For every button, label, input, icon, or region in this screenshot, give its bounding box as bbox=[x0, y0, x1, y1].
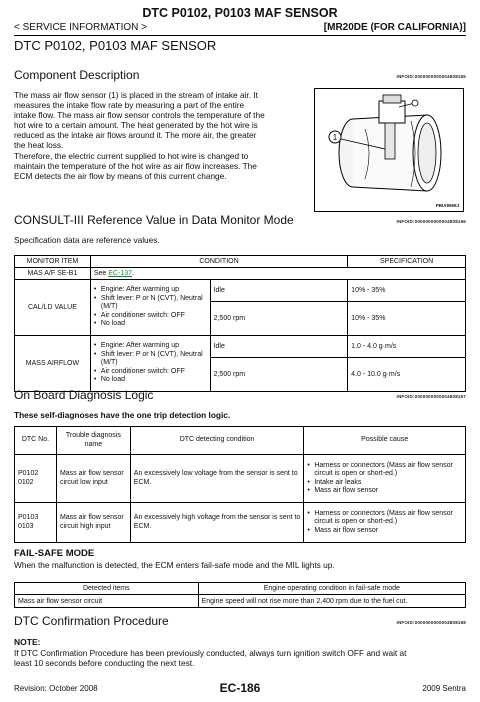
spec-value: 10% - 35% bbox=[348, 280, 466, 302]
consult-table bbox=[14, 255, 466, 392]
engine-label: [MR20DE (FOR CALIFORNIA)] bbox=[323, 22, 466, 33]
condition-rpm: 2,500 rpm bbox=[210, 302, 348, 336]
see-reference bbox=[90, 268, 465, 280]
see-text: See bbox=[93, 270, 109, 277]
column-header: CONDITION bbox=[90, 256, 347, 268]
figure-callout-number: 1 bbox=[332, 133, 338, 142]
consult-note: Specification data are reference values. bbox=[14, 235, 160, 245]
condition-item: • Engine: After warming up bbox=[94, 342, 207, 350]
text-line: Therefore, the electric current supplied to hot wire is changed to bbox=[14, 150, 249, 161]
condition-item: • Shift lever: P or N (CVT), Neutral (M/T) bbox=[94, 351, 207, 368]
main-title: DTC P0102, P0103 MAF SENSOR bbox=[14, 38, 217, 53]
text-line: measures the intake flow rate by measuring a part of the entire bbox=[14, 100, 245, 111]
diagnosis-name: Mass air flow sensor circuit low input bbox=[56, 455, 130, 503]
cause-item: • Mass air flow sensor bbox=[307, 527, 462, 535]
dtc-number bbox=[15, 503, 57, 543]
column-header: Possible cause bbox=[304, 427, 466, 455]
column-header: MONITOR ITEM bbox=[15, 256, 91, 268]
possible-cause bbox=[304, 455, 466, 503]
component-description bbox=[14, 90, 304, 181]
detected-item: Mass air flow sensor circuit bbox=[15, 595, 199, 608]
page-number: EC-186 bbox=[219, 681, 261, 695]
cause-item: • Harness or connectors (Mass air flow sensor circuit is open or short-ed.) bbox=[307, 462, 462, 479]
operating-condition: Engine speed will not rise more than 2,400 rpm due to the fuel cut. bbox=[198, 595, 465, 608]
text-line: least 10 seconds before conducting the next test. bbox=[14, 658, 195, 669]
cause-item: • Mass air flow sensor bbox=[307, 487, 462, 495]
monitor-item: CAL/LD VALUE bbox=[15, 280, 91, 336]
section-label: < SERVICE INFORMATION > bbox=[14, 22, 147, 33]
condition-item: • Air conditioner switch: OFF bbox=[94, 312, 207, 320]
header-rule bbox=[14, 35, 466, 36]
condition-item: • Air conditioner switch: OFF bbox=[94, 368, 207, 376]
monitor-item: MASS AIRFLOW bbox=[15, 336, 91, 392]
condition-rpm: 2,500 rpm bbox=[210, 358, 348, 392]
obd-info-code: INFOID:0000000000004808167 bbox=[396, 394, 466, 399]
consult-heading: CONSULT-III Reference Value in Data Monitor Mode bbox=[14, 213, 294, 227]
column-header: Engine operating condition in fail-safe mode bbox=[198, 583, 465, 595]
possible-cause bbox=[304, 503, 466, 543]
component-info-code: INFOID:0000000000004808165 bbox=[396, 74, 466, 79]
obd-table bbox=[14, 426, 466, 543]
ec-137-link[interactable]: EC-137 bbox=[108, 270, 132, 277]
obd-note: These self-diagnoses have the one trip detection logic. bbox=[14, 410, 231, 420]
cause-item: • Intake air leaks bbox=[307, 479, 462, 487]
dtc-code: P0103 bbox=[18, 513, 39, 521]
failsafe-text: When the malfunction is detected, the ECM enters fail-safe mode and the MIL lights up. bbox=[14, 560, 335, 570]
condition-idle: Idle bbox=[210, 280, 348, 302]
failsafe-heading: FAIL-SAFE MODE bbox=[14, 548, 95, 559]
condition-item: • Shift lever: P or N (CVT), Neutral (M/T) bbox=[94, 295, 207, 312]
table-row bbox=[15, 503, 466, 543]
dtc-code: 0102 bbox=[18, 478, 34, 486]
failsafe-table bbox=[14, 582, 466, 608]
condition-item: • No load bbox=[94, 376, 207, 384]
text-line: ECM detects the air flow by means of this current change. bbox=[14, 170, 227, 181]
link-suffix: . bbox=[132, 270, 134, 277]
condition-item: • No load bbox=[94, 320, 207, 328]
dtc-code: P0102 bbox=[18, 469, 39, 477]
note-heading: NOTE: bbox=[14, 637, 41, 647]
cause-item: • Harness or connectors (Mass air flow sensor circuit is open or short-ed.) bbox=[307, 510, 462, 527]
table-row bbox=[15, 595, 466, 608]
text-line: hot wire to a certain amount. The heat generated by the hot wire is bbox=[14, 120, 258, 131]
dtc-code: 0103 bbox=[18, 522, 34, 530]
diagnosis-name: Mass air flow sensor circuit high input bbox=[56, 503, 130, 543]
consult-info-code: INFOID:0000000000004808166 bbox=[396, 219, 466, 224]
model-year: 2009 Sentra bbox=[422, 684, 466, 693]
dtc-confirm-info-code: INFOID:0000000000004808168 bbox=[396, 620, 466, 625]
spec-value: 10% - 35% bbox=[348, 302, 466, 336]
obd-heading: On Board Diagnosis Logic bbox=[14, 388, 154, 402]
column-header: DTC No. bbox=[15, 427, 57, 455]
table-row bbox=[15, 455, 466, 503]
column-header: Detected items bbox=[15, 583, 199, 595]
component-heading: Component Description bbox=[14, 68, 140, 82]
text-line: The mass air flow sensor (1) is placed in the stream of intake air. It bbox=[14, 90, 258, 100]
revision-date: Revision: October 2008 bbox=[14, 684, 98, 693]
spec-value: 4.0 - 10.0 g·m/s bbox=[348, 358, 466, 392]
condition-list bbox=[90, 280, 210, 336]
condition-list bbox=[90, 336, 210, 392]
page-title: DTC P0102, P0103 MAF SENSOR bbox=[142, 6, 338, 20]
text-line: the heat loss. bbox=[14, 140, 64, 151]
column-header: Trouble diagnosis name bbox=[56, 427, 130, 455]
condition-idle: Idle bbox=[210, 336, 348, 358]
condition-item: • Engine: After warming up bbox=[94, 286, 207, 294]
detecting-condition: An excessively low voltage from the sensor is sent to ECM. bbox=[130, 455, 304, 503]
text-line: reduced as the intake air flows around it. The more air, the greater bbox=[14, 130, 257, 141]
detecting-condition: An excessively high voltage from the sensor is sent to ECM. bbox=[130, 503, 304, 543]
column-header: SPECIFICATION bbox=[348, 256, 466, 268]
maf-sensor-illustration bbox=[315, 89, 463, 211]
dtc-confirm-heading: DTC Confirmation Procedure bbox=[14, 614, 169, 628]
text-line: maintain the temperature of the hot wire as air flow increases. The bbox=[14, 160, 257, 171]
figure-code: PBIA9559J bbox=[435, 203, 459, 208]
text-line: If DTC Confirmation Procedure has been previously conducted, always turn ignition switch OFF and wait at bbox=[14, 648, 407, 658]
note-text bbox=[14, 648, 406, 668]
dtc-number bbox=[15, 455, 57, 503]
text-line: intake flow. The mass air flow sensor controls the temperature of the bbox=[14, 110, 265, 121]
spec-value: 1.0 - 4.0 g·m/s bbox=[348, 336, 466, 358]
maf-sensor-figure bbox=[314, 88, 464, 212]
column-header: DTC detecting condition bbox=[130, 427, 304, 455]
monitor-item: MAS A/F SE-B1 bbox=[15, 268, 91, 280]
